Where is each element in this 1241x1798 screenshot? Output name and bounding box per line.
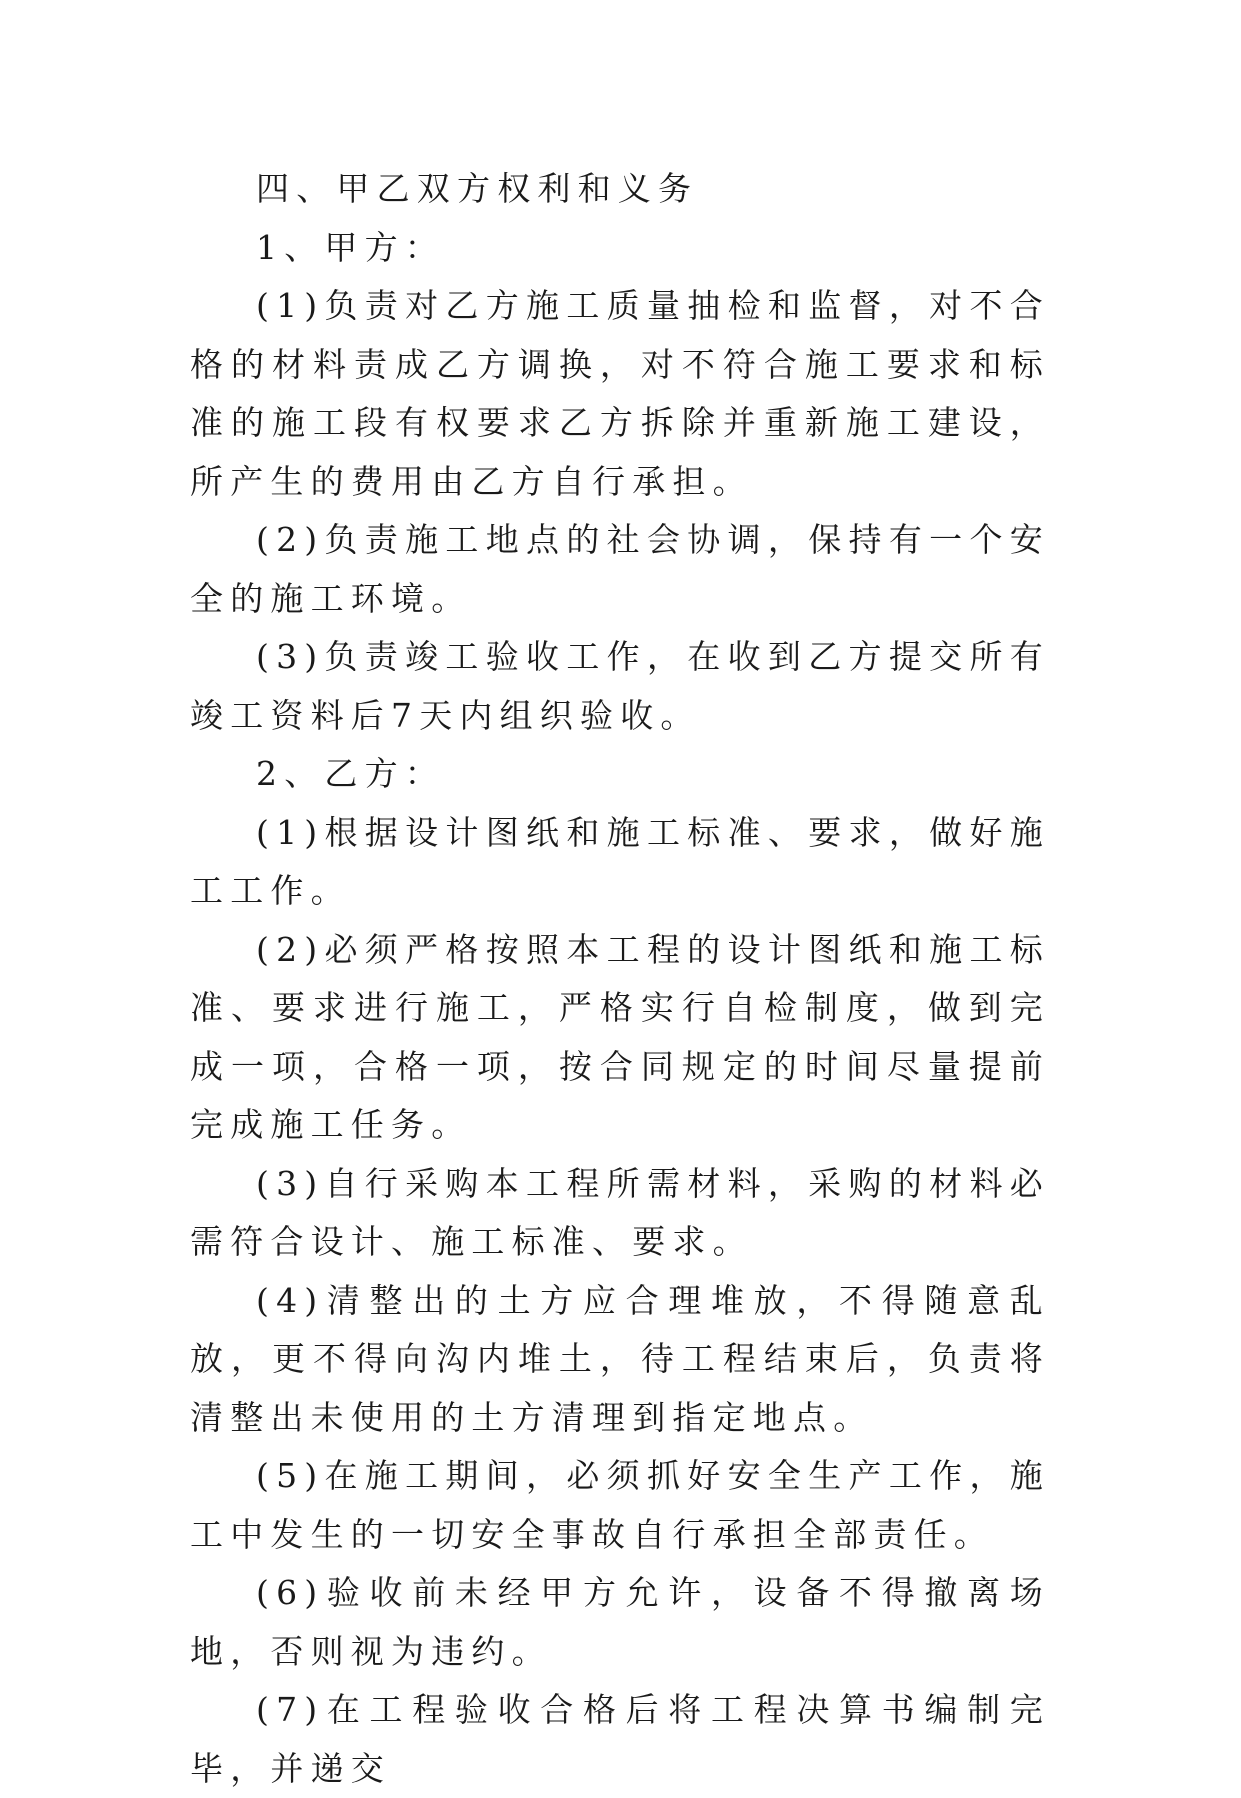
party-b-clause-5: (5)在施工期间，必须抓好安全生产工作，施工中发生的一切安全事故自行承担全部责任。 <box>190 1456 1050 1554</box>
party-a-clause-2: (2)负责施工地点的社会协调，保持有一个安全的施工环境。 <box>190 520 1050 618</box>
party-a-heading: 1、甲方： <box>256 227 445 267</box>
party-b-clause-4: (4)清整出的土方应合理堆放，不得随意乱放，更不得向沟内堆土，待工程结束后，负责将清整出未使用的土方清理到指定地点。 <box>190 1280 1050 1437</box>
party-b-clause-7: (7)在工程验收合格后将工程决算书编制完毕，并递交 <box>190 1690 1050 1788</box>
section-heading: 四、甲乙双方权利和义务 <box>256 169 699 208</box>
party-b-clause-1: (1)根据设计图纸和施工标准、要求，做好施工工作。 <box>190 812 1050 910</box>
party-b-heading: 2、乙方： <box>256 754 445 793</box>
party-a-clause-1: (1)负责对乙方施工质量抽检和监督，对不合格的材料责成乙方调换，对不符合施工要求和标准的施工段有权要求乙方拆除并重新施工建设，所产生的费用由乙方自行承担。 <box>190 286 1050 501</box>
party-b-clause-2: (2)必须严格按照本工程的设计图纸和施工标准、要求进行施工，严格实行自检制度，做到完成一项，合格一项，按合同规定的时间尽量提前完成施工任务。 <box>190 929 1050 1144</box>
document-body <box>190 160 1050 1798</box>
party-a-clause-3: (3)负责竣工验收工作，在收到乙方提交所有竣工资料后7天内组织验收。 <box>190 637 1050 735</box>
party-b-clause-6: (6)验收前未经甲方允许，设备不得撤离场地，否则视为违约。 <box>190 1573 1050 1671</box>
party-b-clause-3: (3)自行采购本工程所需材料，采购的材料必需符合设计、施工标准、要求。 <box>190 1163 1050 1261</box>
